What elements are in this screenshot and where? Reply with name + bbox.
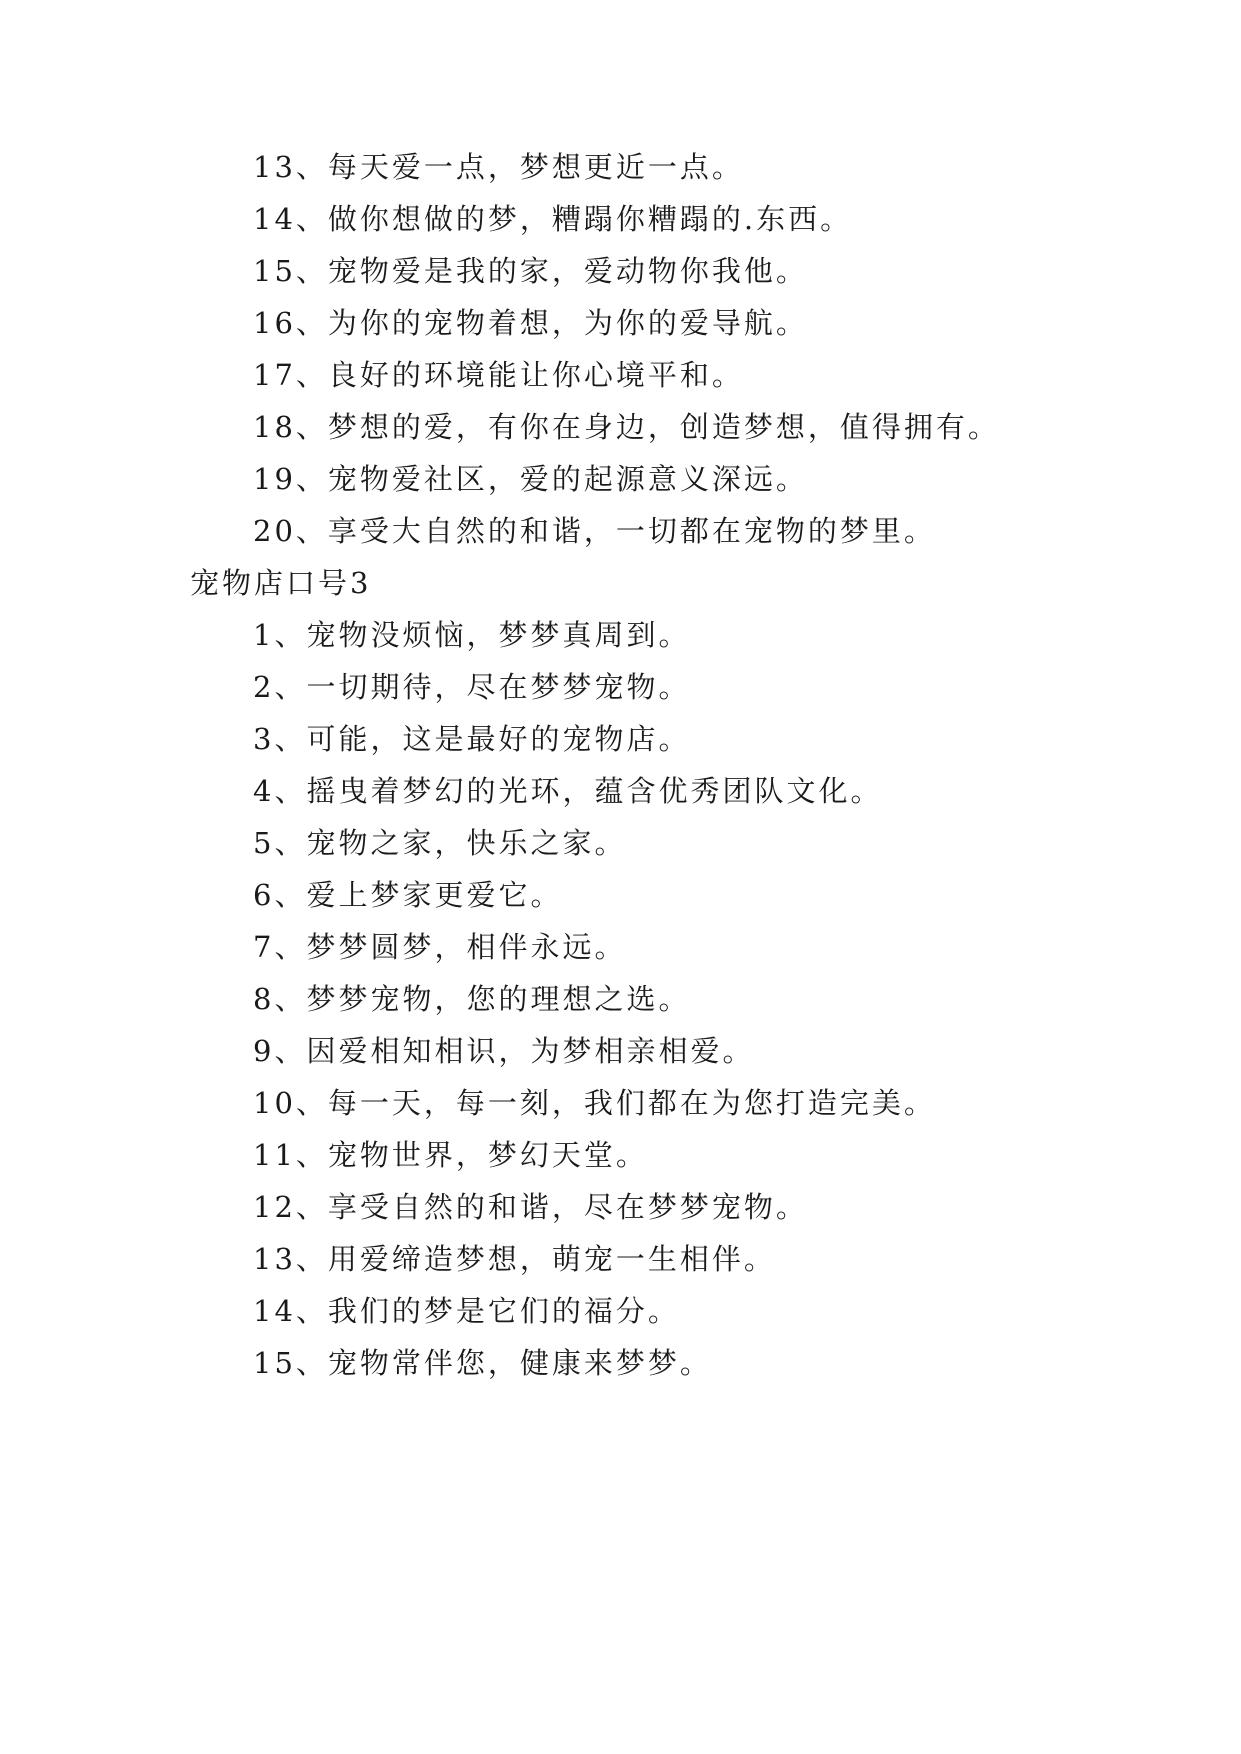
slogan-item: 1、宠物没烦恼，梦梦真周到。: [253, 618, 691, 652]
slogan-item: 7、梦梦圆梦，相伴永远。: [253, 930, 627, 964]
slogan-item: 15、宠物爱是我的家，爱动物你我他。: [253, 254, 808, 288]
slogan-item: 10、每一天，每一刻，我们都在为您打造完美。: [253, 1086, 936, 1120]
slogan-item: 5、宠物之家，快乐之家。: [253, 826, 627, 860]
slogan-item: 15、宠物常伴您，健康来梦梦。: [253, 1346, 712, 1380]
slogan-item: 19、宠物爱社区，爱的起源意义深远。: [253, 462, 808, 496]
slogan-item: 14、我们的梦是它们的福分。: [253, 1294, 680, 1328]
slogan-item: 20、享受大自然的和谐，一切都在宠物的梦里。: [253, 514, 936, 548]
slogan-item: 3、可能，这是最好的宠物店。: [253, 722, 691, 756]
slogan-item: 13、每天爱一点，梦想更近一点。: [253, 150, 744, 184]
slogan-item: 12、享受自然的和谐，尽在梦梦宠物。: [253, 1190, 808, 1224]
slogan-item: 14、做你想做的梦，糟蹋你糟蹋的.东西。: [253, 202, 853, 236]
slogan-item: 11、宠物世界，梦幻天堂。: [253, 1138, 648, 1172]
slogan-item: 17、良好的环境能让你心境平和。: [253, 358, 744, 392]
slogan-item: 18、梦想的爱，有你在身边，创造梦想，值得拥有。: [253, 410, 1000, 444]
slogan-item: 8、梦梦宠物，您的理想之选。: [253, 982, 691, 1016]
slogan-item: 2、一切期待，尽在梦梦宠物。: [253, 670, 691, 704]
slogan-item: 16、为你的宠物着想，为你的爱导航。: [253, 306, 808, 340]
slogan-item: 13、用爱缔造梦想，萌宠一生相伴。: [253, 1242, 776, 1276]
section-heading: 宠物店口号3: [190, 566, 372, 600]
slogan-item: 9、因爱相知相识，为梦相亲相爱。: [253, 1034, 755, 1068]
slogan-item: 4、摇曳着梦幻的光环，蕴含优秀团队文化。: [253, 774, 883, 808]
slogan-item: 6、爱上梦家更爱它。: [253, 878, 563, 912]
